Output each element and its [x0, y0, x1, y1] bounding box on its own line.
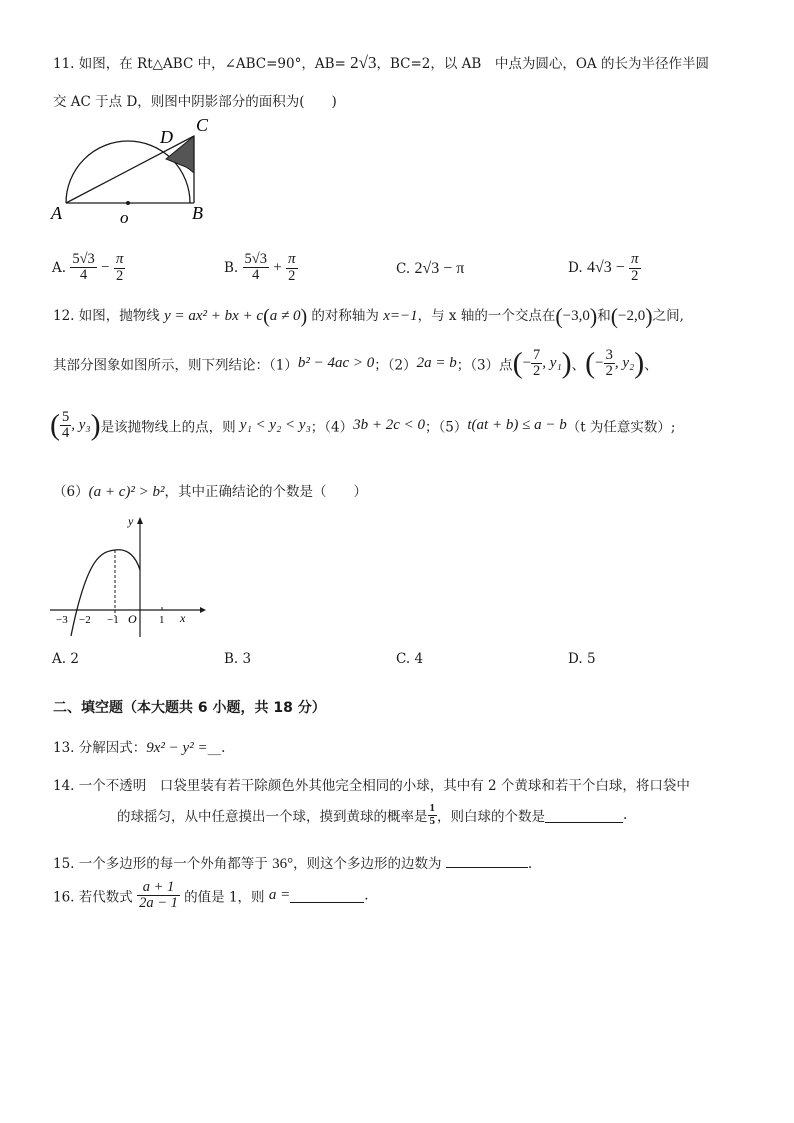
label-A: A [51, 203, 62, 223]
q14-answer-blank[interactable] [545, 808, 623, 823]
label-B: B [192, 203, 203, 223]
q11-option-b[interactable]: B. $\frac{5√3}{4}$ + $\frac{\pi}{2}$ [224, 251, 296, 284]
label-C: C [196, 115, 209, 135]
q11-option-a[interactable]: A. $\frac{5√3}{4}$ − $\frac{\pi}{2}$ [52, 251, 124, 284]
q14-line2: 的球摇匀，从中任意摸出一个球，摸到黄球的概率是 $\frac{1}{5}$ ，则白球的个数是 . [117, 802, 628, 827]
q12-line1: 12. 如图，抛物线 y = ax² + bx + c(a ≠ 0) 的对称轴为 x=−1，与 x 轴的一个交点在(−3,0)和(−2,0)之间, [53, 303, 684, 329]
label-D: D [160, 127, 173, 147]
q14-line1: 14. 一个不透明 口袋里装有若干除颜色外其他完全相同的小球，其中有 2 个黄球和若干个白球，将口袋中 [53, 778, 690, 794]
q11-option-c[interactable]: C. 2√3 − π [396, 260, 465, 277]
q15-answer-blank[interactable] [446, 853, 528, 868]
q11-option-d[interactable]: D. 4√3 − $\frac{\pi}{2}$ [568, 251, 639, 284]
q11-line2: 交 AC 于点 D，则图中阴影部分的面积为( ) [53, 94, 337, 110]
q15: 15. 一个多边形的每一个外角都等于 36°，则这个多边形的边数为 . [53, 852, 532, 873]
q12-line4: （6）(a + c)² > b²，其中正确结论的个数是（ ） [53, 484, 367, 500]
tick-label-m3: −3 [56, 614, 68, 626]
q11-figure [48, 112, 218, 227]
q11-line1: 11. 如图，在 Rt△ABC 中，∠ABC=90°，AB= 2√3，BC=2，以 AB 中点为圆心，OA 的长为半径作半圆 [53, 53, 709, 72]
q16-answer-blank[interactable] [290, 888, 364, 903]
q16: 16. 若代数式 $\frac{a + 1}{2a - 1}$ 的值是 1，则 a = . [53, 879, 369, 912]
tick-label-m1: −1 [107, 614, 119, 626]
q12-option-a[interactable]: A. 2 [52, 651, 79, 667]
q12-option-d[interactable]: D. 5 [568, 651, 596, 667]
axis-label-y: y [128, 514, 134, 528]
origin-label: O [128, 612, 137, 626]
q12-option-c[interactable]: C. 4 [396, 651, 424, 667]
q12-line2: 其部分图象如图所示，则下列结论：（1）b² − 4ac > 0；（2）2a = b；（3）点(− $\frac{7}{2}$ , y₁)、(− $\frac{3}{2}$ , y₂)、 [53, 346, 658, 380]
q13: 13. 分解因式：9x² − y² =__. [53, 740, 226, 756]
q12-parabola-graph [48, 512, 208, 640]
axis-label-x: x [180, 611, 186, 625]
q12-option-b[interactable]: B. 3 [224, 651, 252, 667]
label-O: o [120, 208, 129, 227]
tick-label-m2: −2 [79, 614, 91, 626]
tick-label-1: 1 [159, 614, 165, 626]
section-heading-fill-in: 二、填空题（本大题共 6 小题，共 18 分） [53, 700, 326, 716]
q12-line3: ( $\frac{5}{4}$ , y₃)是该抛物线上的点，则 y₁ < y₂ < y₃；（4）3b + 2c < 0；（5）t(at + b) ≤ a − b（t 为任意实数）; [50, 408, 676, 442]
